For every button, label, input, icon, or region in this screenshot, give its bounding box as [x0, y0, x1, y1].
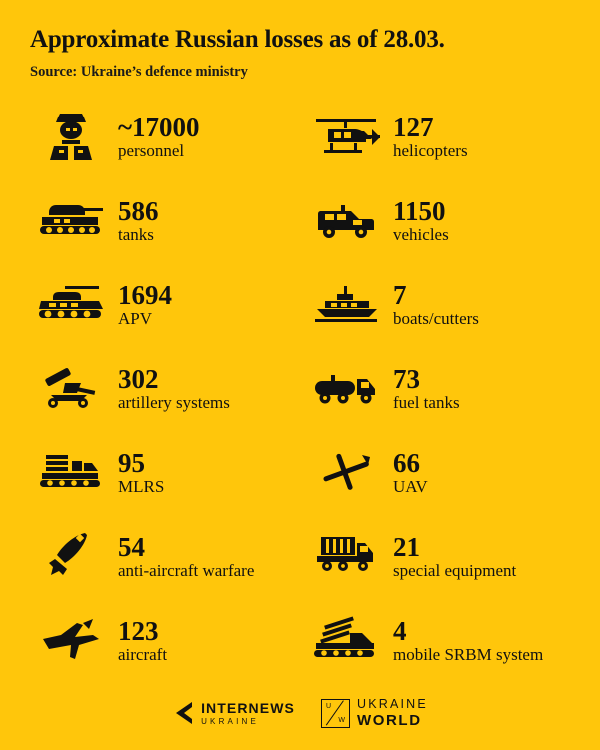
loss-value: 127 [393, 112, 434, 143]
loss-value: 123 [118, 615, 159, 646]
loss-label: boats/cutters [393, 309, 479, 329]
military-vehicle-icon [309, 192, 383, 248]
loss-text [393, 281, 479, 328]
fuel-truck-icon [309, 360, 383, 416]
loss-text [118, 281, 172, 328]
loss-value: 1694 [118, 279, 172, 310]
uw-monogram-u: U [325, 702, 332, 710]
loss-value: 95 [118, 447, 145, 478]
loss-text [393, 533, 516, 580]
loss-label: aircraft [118, 644, 168, 664]
footer-logos [28, 682, 572, 750]
internews-subwordmark: UKRAINE [201, 716, 260, 726]
loss-text [118, 365, 230, 412]
loss-label: UAV [393, 476, 428, 496]
srbm-launcher-icon [309, 612, 383, 668]
soldier-icon [34, 108, 108, 164]
uw-monogram-icon [321, 699, 350, 728]
loss-value: 586 [118, 196, 159, 226]
loss-item [303, 178, 572, 262]
loss-value: 73 [393, 363, 420, 394]
loss-item [28, 262, 297, 346]
loss-label: fuel tanks [393, 392, 460, 412]
tank-icon [34, 192, 108, 248]
loss-value: ~17000 [118, 112, 200, 143]
loss-text [118, 617, 167, 664]
helicopter-icon [309, 108, 383, 164]
loss-item [303, 262, 572, 346]
loss-text [393, 197, 449, 244]
loss-text [393, 617, 543, 664]
loss-text [118, 197, 159, 244]
chevron-left-icon [172, 701, 194, 725]
aircraft-icon [34, 612, 108, 668]
artillery-icon [34, 360, 108, 416]
loss-label: personnel [118, 141, 185, 161]
loss-item [303, 346, 572, 430]
loss-label: helicopters [393, 141, 468, 161]
loss-value: 1150 [393, 196, 446, 226]
loss-text [393, 365, 460, 412]
loss-item [28, 430, 297, 514]
loss-value: 4 [393, 615, 407, 646]
special-equipment-truck-icon [309, 528, 383, 584]
loss-label: APV [118, 309, 153, 329]
source-line: Source: Ukraine’s defence ministry [30, 63, 248, 80]
boat-icon [309, 276, 383, 332]
mlrs-icon [34, 444, 108, 500]
page-title: Approximate Russian losses as of 28.03. [30, 26, 445, 53]
loss-label: anti-aircraft warfare [118, 560, 255, 580]
world-wordmark: WORLD [356, 711, 422, 729]
ukraine-world-logo [321, 698, 428, 728]
loss-value: 21 [393, 531, 420, 562]
internews-wordmark: INTERNEWS [201, 699, 295, 716]
loss-text [118, 113, 200, 160]
loss-item [28, 178, 297, 262]
loss-item [303, 430, 572, 514]
loss-item [303, 598, 572, 682]
loss-value: 7 [393, 279, 407, 310]
loss-item [28, 598, 297, 682]
ukraine-wordmark: UKRAINE [356, 697, 428, 712]
loss-text [118, 449, 164, 496]
loss-item [303, 514, 572, 598]
internews-ukraine-logo [172, 701, 295, 726]
loss-label: MLRS [118, 476, 165, 496]
loss-value: 54 [118, 531, 145, 562]
loss-text [393, 113, 468, 160]
loss-value: 66 [393, 447, 420, 478]
uav-icon [309, 444, 383, 500]
loss-label: vehicles [393, 225, 449, 245]
loss-label: special equipment [393, 560, 517, 580]
loss-label: mobile SRBM system [393, 644, 544, 664]
uw-monogram-w: W [338, 716, 345, 724]
loss-value: 302 [118, 363, 159, 394]
loss-label: tanks [118, 225, 154, 245]
loss-text [393, 449, 428, 496]
loss-item [28, 514, 297, 598]
armoured-personnel-vehicle-icon [34, 276, 108, 332]
loss-item [28, 95, 297, 179]
loss-item [303, 95, 572, 179]
loss-label: artillery systems [118, 392, 230, 412]
loss-item [28, 346, 297, 430]
missile-icon [34, 528, 108, 584]
loss-text [118, 533, 254, 580]
losses-grid [28, 95, 572, 683]
